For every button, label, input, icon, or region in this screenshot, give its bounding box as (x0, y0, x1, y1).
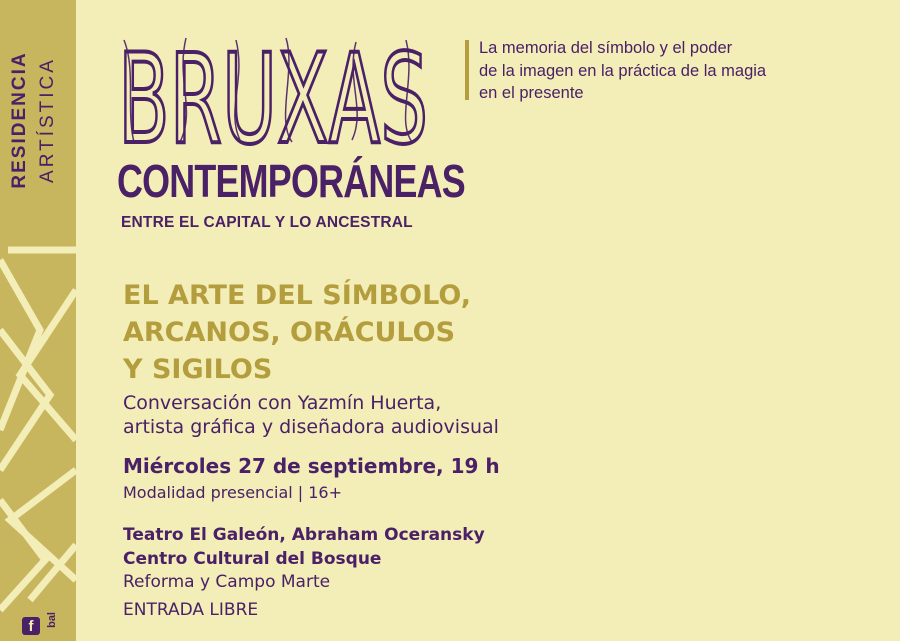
event-modality: Modalidad presencial | 16+ (123, 483, 343, 502)
event-venue (123, 523, 485, 571)
intro-line: La memoria del símbolo y el poder (479, 39, 733, 57)
tagline: ENTRE EL CAPITAL Y LO ANCESTRAL (121, 214, 413, 231)
residency-label-line1: RESIDENCIA (9, 51, 30, 189)
bruxas-title-logo (116, 30, 436, 150)
event-title-line: Y SIGILOS (123, 354, 273, 385)
venue-line: Teatro El Galeón, Abraham Oceransky (123, 525, 485, 545)
venue-line: Centro Cultural del Bosque (123, 549, 382, 569)
social-handle[interactable]: bal (46, 612, 58, 628)
residency-label-line2: ARTÍSTICA (37, 57, 58, 183)
event-title-line: EL ARTE DEL SÍMBOLO, (123, 280, 471, 311)
bruxas-title: BRUXAS (118, 30, 428, 150)
conversation-line: artista gráfica y diseñadora audiovisual (123, 416, 499, 438)
event-title-line: ARCANOS, ORÁCULOS (123, 317, 456, 348)
entry-info: ENTRADA LIBRE (123, 600, 259, 620)
intro-quote (479, 37, 766, 105)
conversation-line: Conversación con Yazmín Huerta, (123, 392, 442, 414)
intro-line: en el presente (479, 84, 584, 102)
event-date: Miércoles 27 de septiembre, 19 h (123, 454, 500, 478)
subtitle: CONTEMPORÁNEAS (117, 155, 465, 207)
event-title (123, 277, 471, 388)
sidebar (0, 0, 76, 641)
conversation-description (123, 391, 499, 439)
quote-accent-bar (465, 40, 469, 100)
intro-line: de la imagen en la práctica de la magia (479, 61, 767, 80)
residency-label (0, 0, 76, 240)
facebook-icon[interactable]: f (22, 617, 40, 635)
event-address: Reforma y Campo Marte (123, 572, 331, 592)
